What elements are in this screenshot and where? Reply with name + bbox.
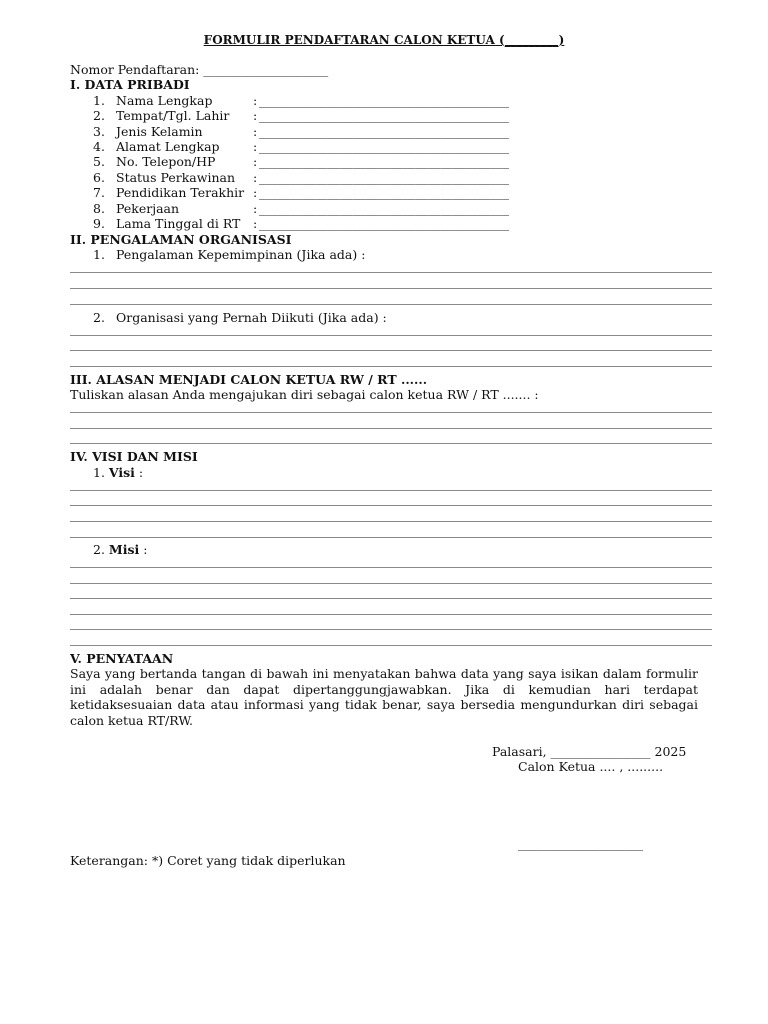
row-number: 7. <box>93 185 105 200</box>
section-statement-heading: V. PENYATAAN <box>70 651 174 666</box>
row-number: 1. <box>93 93 105 108</box>
statement-line: ketidaksesuaian data atau informasi yang tidak benar, saya bersedia mengundurkan diri sebagai <box>70 697 698 712</box>
row-label: No. Telepon/HP <box>116 154 216 169</box>
row-blank-line[interactable]: ________________________________________ <box>259 170 509 185</box>
row-label: Jenis Kelamin <box>116 124 203 139</box>
item-number: 2. <box>93 542 105 557</box>
answer-line[interactable] <box>70 304 712 305</box>
footnote: Keterangan: *) Coret yang tidak diperlukan <box>70 853 346 868</box>
row-colon: : <box>253 93 258 108</box>
row-label: Status Perkawinan <box>116 170 236 185</box>
reason-prompt: Tuliskan alasan Anda mengajukan diri sebagai calon ketua RW / RT ....... : <box>70 387 539 402</box>
answer-line[interactable] <box>70 567 712 568</box>
row-number: 3. <box>93 124 105 139</box>
answer-line[interactable] <box>70 428 712 429</box>
answer-line[interactable] <box>70 583 712 584</box>
row-blank-line[interactable]: ________________________________________ <box>259 124 509 139</box>
answer-line[interactable] <box>70 629 712 630</box>
row-blank-line[interactable]: ________________________________________ <box>259 139 509 154</box>
leadership-experience-label: Pengalaman Kepemimpinan (Jika ada) : <box>116 247 366 262</box>
organizations-joined-label: Organisasi yang Pernah Diikuti (Jika ada) : <box>116 310 387 325</box>
row-label: Lama Tinggal di RT <box>116 216 241 231</box>
statement-line: calon ketua RT/RW. <box>70 713 193 728</box>
row-colon: : <box>253 201 258 216</box>
answer-line[interactable] <box>70 490 712 491</box>
row-label: Pekerjaan <box>116 201 180 216</box>
answer-line[interactable] <box>70 272 712 273</box>
row-number: 5. <box>93 154 105 169</box>
row-label: Nama Lengkap <box>116 93 213 108</box>
row-blank-line[interactable]: ________________________________________ <box>259 108 509 123</box>
answer-line[interactable] <box>70 537 712 538</box>
answer-line[interactable] <box>70 521 712 522</box>
section-personal-data-heading: I. DATA PRIBADI <box>70 77 190 92</box>
row-blank-line[interactable]: ________________________________________ <box>259 93 509 108</box>
answer-line[interactable] <box>70 335 712 336</box>
answer-line[interactable] <box>70 614 712 615</box>
row-number: 6. <box>93 170 105 185</box>
statement-line: ini adalah benar dan dapat dipertanggungjawabkan. Jika di kemudian hari terdapat <box>70 682 698 697</box>
vision-item <box>93 465 143 480</box>
registration-number-field[interactable]: Nomor Pendaftaran: ____________________ <box>70 62 329 77</box>
row-label: Alamat Lengkap <box>116 139 220 154</box>
row-colon: : <box>253 154 258 169</box>
row-blank-line[interactable]: ________________________________________ <box>259 201 509 216</box>
row-label: Tempat/Tgl. Lahir <box>116 108 230 123</box>
section-organization-heading: II. PENGALAMAN ORGANISASI <box>70 232 292 247</box>
place-date-field[interactable]: Palasari, ________________ 2025 <box>492 744 687 759</box>
row-number: 4. <box>93 139 105 154</box>
row-blank-line[interactable]: ________________________________________ <box>259 154 509 169</box>
mission-item <box>93 542 147 557</box>
answer-line[interactable] <box>70 505 712 506</box>
signature-line[interactable]: ____________________ <box>518 836 643 851</box>
statement-line: Saya yang bertanda tangan di bawah ini menyatakan bahwa data yang saya isikan dalam formulir <box>70 666 698 681</box>
row-number: 9. <box>93 216 105 231</box>
mission-label: Misi <box>108 542 140 557</box>
colon: : <box>134 465 144 480</box>
row-colon: : <box>253 216 258 231</box>
colon: : <box>139 542 148 557</box>
answer-line[interactable] <box>70 443 712 444</box>
row-number: 2. <box>93 108 105 123</box>
row-colon: : <box>253 185 258 200</box>
row-number: 8. <box>93 201 105 216</box>
form-title: FORMULIR PENDAFTARAN CALON KETUA (_________) <box>203 33 565 47</box>
answer-line[interactable] <box>70 350 712 351</box>
row-blank-line[interactable]: ________________________________________ <box>259 216 509 231</box>
answer-line[interactable] <box>70 288 712 289</box>
row-colon: : <box>253 139 258 154</box>
row-blank-line[interactable]: ________________________________________ <box>259 185 509 200</box>
item-number: 1. <box>93 465 105 480</box>
item-number: 2. <box>93 310 105 325</box>
row-colon: : <box>253 124 258 139</box>
row-label: Pendidikan Terakhir <box>116 185 245 200</box>
item-number: 1. <box>93 247 105 262</box>
answer-line[interactable] <box>70 645 712 646</box>
answer-line[interactable] <box>70 598 712 599</box>
row-colon: : <box>253 108 258 123</box>
row-colon: : <box>253 170 258 185</box>
candidate-role-label: Calon Ketua .... , ......... <box>518 759 664 774</box>
answer-line[interactable] <box>70 366 712 367</box>
vision-label: Visi <box>108 465 135 480</box>
section-vision-mission-heading: IV. VISI DAN MISI <box>70 449 198 464</box>
answer-line[interactable] <box>70 412 712 413</box>
section-reason-heading: III. ALASAN MENJADI CALON KETUA RW / RT ...... <box>70 372 428 387</box>
